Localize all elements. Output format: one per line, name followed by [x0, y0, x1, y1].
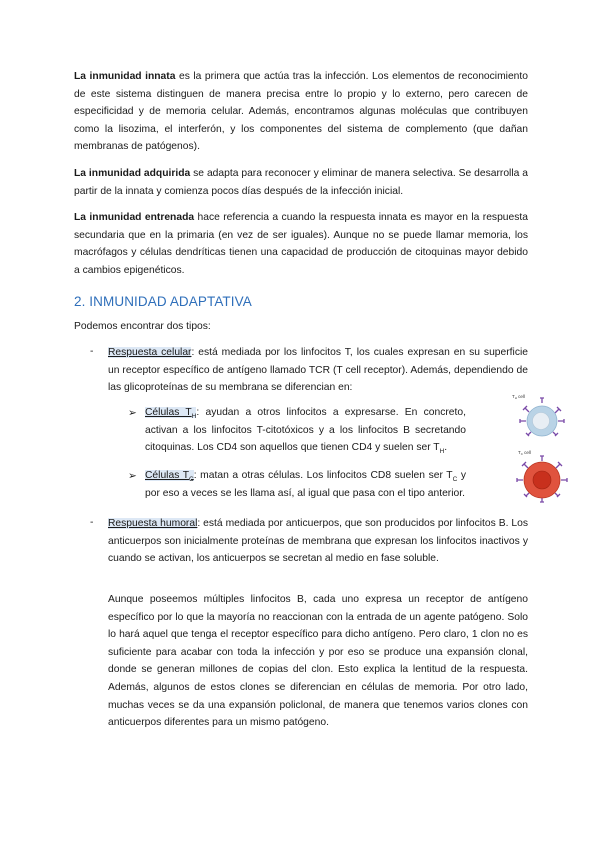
arrow-bullet-icon: ➢ [128, 470, 137, 482]
text-adquirida: se adapta para reconocer y eliminar de manera selectiva. Se desarrolla a partir de la innata y comienza pocos días después de la infección inicial. [74, 168, 528, 197]
paragraph-adquirida [74, 165, 528, 200]
section-lead: Podemos encontrar dos tipos: [74, 321, 211, 332]
th-caption: $T_H$ cell [512, 394, 525, 400]
text-respuesta-humoral: : está mediada por anticuerpos, que son producidos por linfocitos B. Los anticuerpos son inicialmente proteínas de membrana que expresan los linfocitos inactivos y cuando se activan, los anticuerpos se secretan al medio en fase soluble. [108, 518, 528, 565]
label-celulas-tc: Células $T_C$ [145, 470, 194, 484]
label-respuesta-humoral: Respuesta humoral [108, 518, 198, 529]
list-item-tc: Células $T_C$: matan a otras células. Los linfocitos CD8 suelen ser $T_C$ y por eso a veces se les llama así, al igual que pasa con el tipo anterior. [145, 470, 466, 499]
label-celulas-th: Células $T_H$ [145, 407, 197, 421]
term-adquirida: La inmunidad adquirida [74, 168, 191, 179]
paragraph-innata [74, 68, 528, 156]
paragraph-humoral-detail: Aunque poseemos múltiples linfocitos B, cada uno expresa un receptor de antígeno específico por lo que la mayoría no reaccionan con la entrada de un agente patógeno. Solo lo hará aquel que tenga el receptor específico para dicho antígeno. Pero claro, 1 clon no es suficiente para acabar con toda la infección y por eso se produce una expansión clonal, donde se generan millones de copias del clon. Esto explica la lentitud de la respuesta. Además, algunos de estos clones se diferencian en células de memoria. Por otro lado, muchas veces se da una expansión policlonal, de manera que tenemos varios clones con anticuerpos diferentes para un mismo patógeno. [108, 594, 528, 729]
text-entrenada: hace referencia a cuando la respuesta innata es mayor en la respuesta secundaria que en la primaria (en vez de ser iguales). Aunque no se puede llamar memoria, los macrófagos y células dendríticas tienen una capacidad de producción de citoquinas mayor debido a cambios epigenéticos. [74, 212, 528, 276]
label-respuesta-celular: Respuesta celular [108, 347, 192, 358]
tc-cell-nucleus [533, 471, 551, 489]
text-respuesta-celular: : está mediada por los linfocitos T, los cuales expresan en su superficie un receptor específico de antígeno llamado TCR (T cell receptor). Además, dependiendo de las glicoproteínas de su membrana se diferencian en: [108, 347, 528, 394]
t-cell-illustration [508, 388, 588, 506]
t-cell-figure [508, 388, 588, 506]
text-innata: es la primera que actúa tras la infección. Los elementos de reconocimiento de este sistema distinguen de manera precisa entre lo propio y lo externo, pero carecen de especificidad y de memoria celular. Además, encontramos algunas moléculas que contribuyen como la lisozima, el interferón, y los componentes del sistema de complemento (que dañan membranas de patógenos). [74, 71, 528, 153]
section-heading: 2. INMUNIDAD ADAPTATIVA [74, 294, 252, 309]
paragraph-entrenada [74, 209, 528, 279]
list-item-celular [108, 344, 528, 397]
tc-caption: $T_C$ cell [518, 450, 531, 456]
th-cell-nucleus [533, 413, 550, 430]
term-innata: La inmunidad innata [74, 71, 176, 82]
arrow-bullet-icon: ➢ [128, 407, 137, 419]
list-item-th: Células $T_H$: ayudan a otros linfocitos a expresarse. En concreto, activan a los linfocitos T-citotóxicos y a los linfocitos B secretando citoquinas. Los CD4 son aquellos que tienen CD4 y suelen ser $T_H$. [145, 407, 466, 456]
bullet-dash: - [90, 517, 94, 528]
bullet-dash: - [90, 346, 94, 357]
term-entrenada: La inmunidad entrenada [74, 212, 195, 223]
list-item-humoral [108, 515, 528, 568]
